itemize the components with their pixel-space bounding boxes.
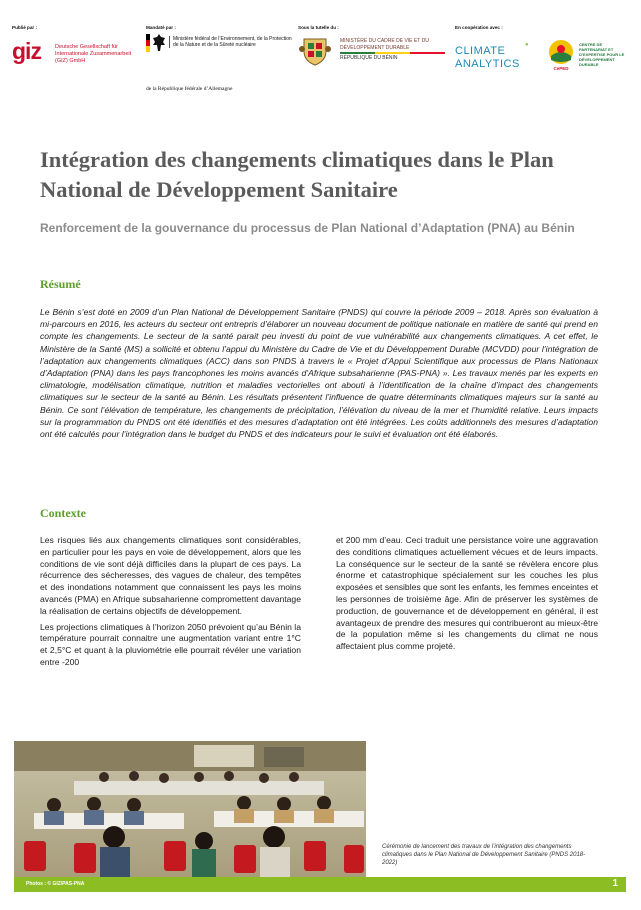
photo-caption: Cérémonie de lancement des travaux de l’intégration des changements climatiques dans le Plan National de Développement Sanitaire (PNDS 2018-2022) [382, 844, 586, 866]
bmu-name: Ministère fédéral de l’Environnement, de la Protection de la Nature et de la Sûreté nucléaire [169, 36, 294, 48]
resume-heading: Résumé [40, 277, 81, 291]
ceped-logo-icon [547, 38, 575, 66]
document-title: Intégration des changements climatiques dans le Plan National de Développement Sanitaire [40, 147, 554, 202]
ceped-name: CENTRE DE PARTENARIAT ET D’EXPERTISE POUR LE DÉVELOPPEMENT DURABLE [579, 42, 625, 67]
benin-ministry-name [340, 38, 445, 62]
bmu-logo-block [146, 25, 296, 92]
page-number: 1 [612, 878, 618, 889]
giz-logo-block [12, 25, 137, 64]
ministry-name-text: MINISTÈRE DU CADRE DE VIE ET DU DÉVELOPPEMENT DURABLE [340, 38, 429, 51]
partners-logo-block [455, 25, 635, 71]
giz-logo: giz [12, 38, 41, 64]
climate-analytics-logo: CLIMATE ANALYTICS [455, 45, 520, 70]
meeting-photo [14, 741, 366, 877]
resume-text: Le Bénin s’est doté en 2009 d’un Plan National de Développement Sanitaire (PNDS) qui couvre la période 2009 – 2018. Après son évaluation à mi-parcours en 2016, les acteurs du secteur ont entrepris d’élaborer un nouveau document de politique nationale en matière de santé qui prend en compte les changements. Le secteur de la santé parait peu investi du point de vue vulnérabilité aux changements climatiques. A cet effet, le Ministère de la Santé (MS) a sollicité et obtenu l’appui du Ministère du Cadre de Vie et du Développement Durable (MCVDD) pour l’intégration de l’adaptation aux changements climatiques (ACC) dans son PNDS à travers le « Projet d’Appui Scientifique aux processus de Plans Nationaux d’Adaptation (PNA) dans les pays francophones les moins avancés d’Afrique subsaharienne (PAS-PNA) ». Les travaux menés par les experts en climatologie, modélisation climatique, nutrition et maladies vectorielles ont abouti à l’identification de la chaîne d’impact des changements climatiques sur le secteur de la santé au Bénin. Les résultats présentent l’influence de quatre déterminants climatiques majeurs sur la santé au Bénin. Ce sont l’élévation de température, les changements de précipitation, l’élévation du niveau de la mer et l’humidité relative. Leurs impacts sur la programmation du PNDS ont été identifiés et des mesures d’adaptation ont été intégrées. Les coûts additionnels des mesures d’adaptation ont été calculés pour l’intégration dans le budget du PNDS et des indicateurs pour le suivi et évaluation ont été élaborés. [40, 307, 598, 440]
benin-ministry-logo-block [298, 25, 448, 61]
republic-name: RÉPUBLIQUE DU BÉNIN [340, 55, 398, 61]
logo-band [0, 25, 641, 105]
benin-flag-bar [340, 52, 445, 54]
giz-name: Deutsche Gesellschaft für Internationale Zusammenarbeit (GIZ) GmbH [55, 44, 132, 64]
bmu-country: de la République fédérale d’Allemagne [146, 86, 233, 92]
german-flag-icon [146, 34, 150, 52]
meeting-photo-illustration [14, 741, 366, 877]
mandated-by-caption: Mandaté par : [146, 25, 176, 30]
contexte-right-column [336, 535, 598, 657]
contexte-paragraph-3: et 200 mm d’eau. Ceci traduit une persistance voire une aggravation des conditions climatiques actuellement vécues et de leurs impacts. La conséquence sur le secteur de la santé se révèlera encore plus énorme et catastrophique spécialement sur les couches les plus exposées et sensibles que sont les enfants, les femmes enceintes et les personnes de troisième âge. Afin de préserver les systèmes de production, de gouvernance et de développement en général, il est avantageux de prendre des mesures qui contribueront au mieux-être de la population même si les changements du climat ne nous affectaient plus comme projeté. [336, 535, 598, 652]
federal-eagle-icon [152, 33, 166, 53]
climate-analytics-mark-icon: ● [525, 42, 529, 48]
document-subtitle: Renforcement de la gouvernance du processus de Plan National d’Adaptation (PNA) au Bénin [40, 221, 575, 235]
contexte-paragraph-2: Les projections climatiques à l’horizon 2050 prévoient qu’au Bénin la température pourrait connaitre une augmentation variant entre 1°C et 2,5°C et quant à la pluviométrie elle pourrait révéler une variation entre -200 [40, 621, 301, 667]
under-supervision-caption: Sous la tutelle du : [298, 25, 339, 30]
contexte-heading: Contexte [40, 506, 86, 520]
contexte-left-column [40, 535, 301, 673]
published-by-caption: Publié par : [12, 25, 38, 30]
contexte-paragraph-1: Les risques liés aux changements climatiques sont considérables, en particulier pour les pays en voie de développement, alors que les conditions de vie sont déjà difficiles dans la plupart de ces pays. La récurrence des sécheresses, des vagues de chaleur, des tempêtes et des inondations notamment que connaissent les pays les moins avancés (PMA) en Afrique subsaharienne compromettent davantage la réalisation de certains objectifs de développement. [40, 535, 301, 616]
photo-credit: Photos : © GIZ/PAS-PNA [26, 881, 85, 887]
footer-bar [14, 877, 626, 892]
cooperation-caption: En coopération avec : [455, 25, 503, 30]
ceped-tag: CePED [553, 66, 569, 71]
benin-coat-of-arms-icon [298, 33, 332, 67]
